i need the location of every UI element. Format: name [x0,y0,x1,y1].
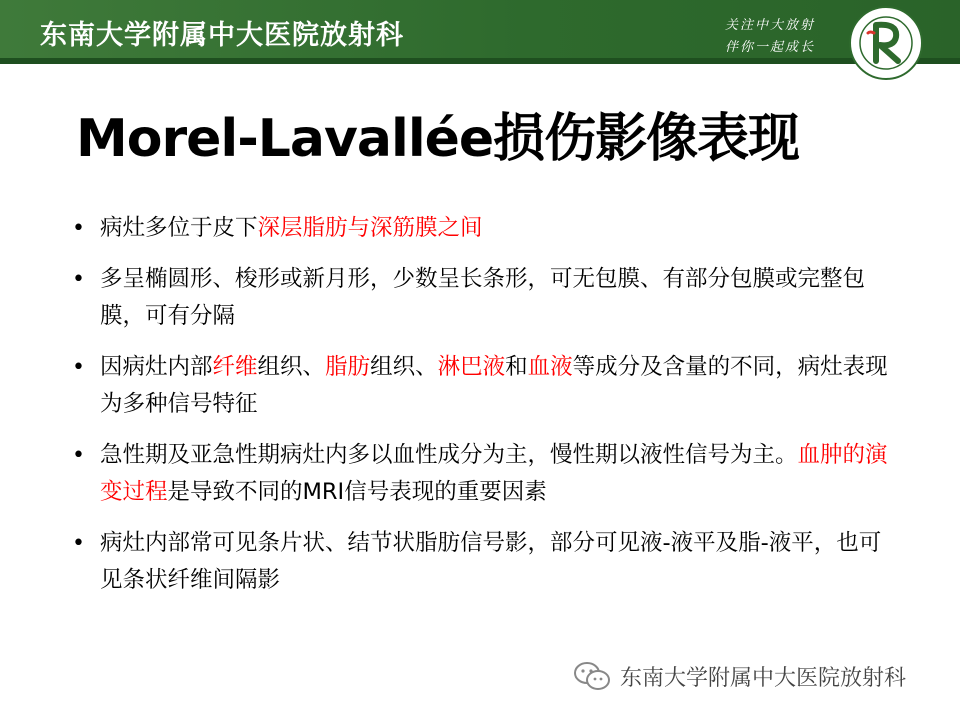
slogan-line-1: 关注中大放射 [724,18,815,33]
highlighted-text: 纤维 [212,354,258,380]
highlighted-text: 血液 [527,354,573,380]
header-strip [0,58,960,64]
bullet-text: 因病灶内部 [100,354,213,380]
bullet-list [72,210,902,613]
bullet-text: 急性期及亚急性期病灶内多以血性成分为主，慢性期以液性信号为主。 [100,442,798,468]
bullet-dot: • [72,216,85,241]
footer [572,660,906,692]
highlighted-text: 脂肪 [325,354,371,380]
bullet-item [72,261,902,335]
bullet-item [72,437,902,511]
bullet-text: 多呈椭圆形、梭形或新月形，少数呈长条形，可无包膜、有部分包膜或完整包膜，可有分隔 [100,266,866,329]
highlighted-text: 血肿的演变过程 [100,442,888,505]
highlighted-text: 淋巴液 [437,354,506,380]
footer-text: 东南大学附属中大医院放射科 [620,665,907,691]
page-title: Morel-Lavallée损伤影像表现 [76,109,800,169]
bullet-text: 病灶内部常可见条片状、结节状脂肪信号影，部分可见液-液平及脂-液平，也可见条状纤维间隔影 [100,530,882,593]
bullet-item [72,349,902,423]
bullet-item [72,210,902,247]
header-title: 东南大学附属中大医院放射科 [40,20,404,51]
slogan-line-2: 伴你一起成长 [724,40,815,55]
bullet-text: 等成分及含量的不同，病灶表现为多种信号特征 [100,354,888,417]
bullet-text: 病灶多位于皮下 [100,215,258,241]
bullet-text: 和 [505,354,528,380]
highlighted-text: 深层脂肪与深筋膜之间 [257,215,483,241]
bullet-text: 是导致不同的MRI信号表现的重要因素 [167,479,547,505]
wechat-icon [572,660,612,692]
bullet-text: 组织、 [370,354,438,380]
bullet-dot: • [72,355,85,380]
bullet-item [72,525,902,599]
bullet-text: 组织、 [257,354,326,380]
bullet-dot: • [72,267,85,292]
bullet-dot: • [72,443,85,468]
hospital-logo [846,3,926,83]
header-bar [0,0,960,64]
bullet-dot: • [72,531,85,556]
